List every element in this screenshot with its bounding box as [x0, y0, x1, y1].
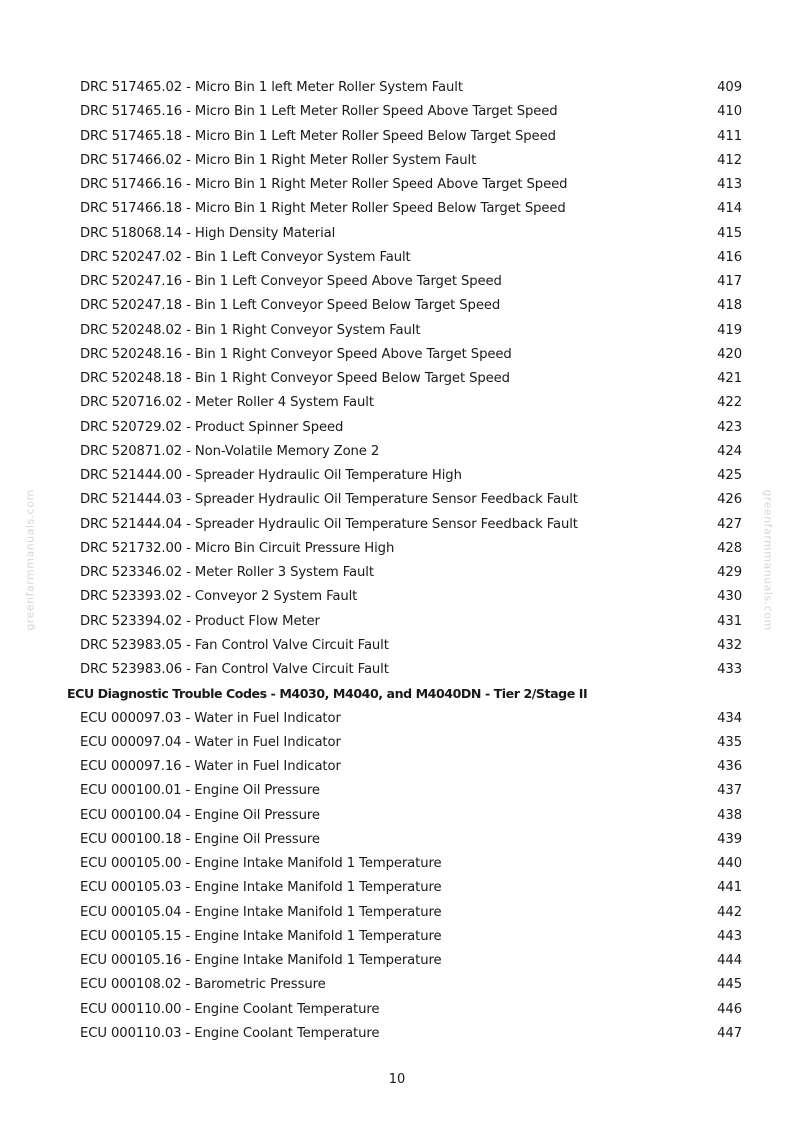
toc-entry[interactable] — [0, 925, 794, 949]
toc-entry[interactable] — [0, 537, 794, 561]
toc-entry[interactable] — [0, 998, 794, 1022]
toc-entry-title: DRC 517465.16 - Micro Bin 1 Left Meter Roller Speed Above Target Speed — [80, 104, 558, 120]
toc-entry-title: DRC 523394.02 - Product Flow Meter — [80, 613, 320, 629]
toc-entry-title: DRC 520729.02 - Product Spinner Speed — [80, 419, 344, 435]
toc-entry-page-number: 422 — [717, 395, 742, 411]
toc-entry-title: DRC 520247.18 - Bin 1 Left Conveyor Speed Below Target Speed — [80, 298, 501, 314]
toc-entry[interactable] — [0, 634, 794, 658]
toc-entry[interactable] — [0, 76, 794, 100]
toc-entry-title: DRC 520716.02 - Meter Roller 4 System Fault — [80, 395, 374, 411]
toc-entry-page-number: 412 — [717, 152, 742, 168]
toc-entry-title: ECU 000105.04 - Engine Intake Manifold 1 Temperature — [80, 904, 442, 920]
toc-entry-title: DRC 523983.05 - Fan Control Valve Circuit Fault — [80, 637, 389, 653]
toc-entry-title: ECU 000105.00 - Engine Intake Manifold 1 Temperature — [80, 856, 442, 871]
toc-entry-title: ECU 000105.16 - Engine Intake Manifold 1 Temperature — [80, 953, 442, 968]
toc-entry-page-number: 428 — [717, 540, 742, 556]
toc-entry-page-number: 421 — [717, 371, 742, 386]
toc-entry-page-number: 409 — [717, 80, 742, 95]
toc-entry-title: DRC 521732.00 - Micro Bin Circuit Pressure High — [80, 540, 395, 556]
watermark-right: greenfarmmanuals.com — [761, 489, 775, 631]
toc-entry-page-number: 446 — [717, 1001, 742, 1017]
toc-entry[interactable] — [0, 901, 794, 925]
toc-entry-title: DRC 523346.02 - Meter Roller 3 System Fault — [80, 565, 374, 580]
toc-entry-title: DRC 517466.02 - Micro Bin 1 Right Meter Roller System Fault — [80, 152, 477, 168]
toc-entry[interactable] — [0, 755, 794, 779]
toc-entry-page-number: 424 — [717, 443, 742, 459]
toc-entry[interactable] — [0, 391, 794, 415]
toc-entry-title: ECU 000100.18 - Engine Oil Pressure — [80, 831, 320, 847]
toc-entry-page-number: 426 — [717, 492, 742, 508]
toc-entry-title: DRC 517465.02 - Micro Bin 1 left Meter Roller System Fault — [80, 80, 463, 95]
toc-entry[interactable] — [0, 294, 794, 318]
toc-entry[interactable] — [0, 804, 794, 828]
toc-entry[interactable] — [0, 149, 794, 173]
toc-entry[interactable] — [0, 222, 794, 246]
toc-entry-page-number: 438 — [717, 807, 742, 823]
toc-entry[interactable] — [0, 464, 794, 488]
toc-entry-page-number: 427 — [717, 516, 742, 532]
toc-entry[interactable] — [0, 416, 794, 440]
toc-entry-title: ECU 000100.01 - Engine Oil Pressure — [80, 783, 320, 799]
toc-entry-title: ECU 000110.03 - Engine Coolant Temperature — [80, 1025, 380, 1041]
toc-entry-title: DRC 517466.18 - Micro Bin 1 Right Meter Roller Speed Below Target Speed — [80, 201, 566, 217]
toc-entry-title: DRC 521444.03 - Spreader Hydraulic Oil Temperature Sensor Feedback Fault — [80, 492, 578, 508]
toc-entry-title: DRC 523393.02 - Conveyor 2 System Fault — [80, 589, 358, 605]
toc-entry[interactable] — [0, 561, 794, 585]
toc-entry[interactable] — [0, 779, 794, 803]
toc-entry[interactable] — [0, 658, 794, 682]
toc-entry[interactable] — [0, 585, 794, 609]
toc-entry[interactable] — [0, 173, 794, 197]
toc-entry-title: ECU 000097.03 - Water in Fuel Indicator — [80, 710, 341, 726]
toc-entry-page-number: 431 — [717, 613, 742, 629]
toc-entry-page-number: 419 — [717, 322, 742, 338]
toc-entry[interactable] — [0, 440, 794, 464]
table-of-contents — [0, 76, 794, 1046]
toc-entry-page-number: 435 — [717, 734, 742, 750]
toc-entry-title: ECU 000108.02 - Barometric Pressure — [80, 977, 326, 993]
toc-entry-title: DRC 517466.16 - Micro Bin 1 Right Meter Roller Speed Above Target Speed — [80, 177, 568, 192]
toc-entry[interactable] — [0, 828, 794, 852]
toc-entry-title: ECU 000097.16 - Water in Fuel Indicator — [80, 759, 341, 774]
toc-entry-page-number: 413 — [717, 177, 742, 192]
toc-entry-page-number: 425 — [717, 468, 742, 483]
toc-entry[interactable] — [0, 513, 794, 537]
toc-entry-page-number: 430 — [717, 589, 742, 605]
toc-entry-page-number: 416 — [717, 249, 742, 265]
toc-entry-title: ECU 000100.04 - Engine Oil Pressure — [80, 807, 320, 823]
toc-entry-title: DRC 521444.00 - Spreader Hydraulic Oil Temperature High — [80, 468, 462, 483]
toc-entry-title: DRC 520248.16 - Bin 1 Right Conveyor Speed Above Target Speed — [80, 346, 512, 362]
toc-entry-title: ECU 000105.15 - Engine Intake Manifold 1 Temperature — [80, 928, 442, 944]
toc-entry-page-number: 423 — [717, 419, 742, 435]
toc-entry-page-number: 432 — [717, 637, 742, 653]
toc-entry-page-number: 440 — [717, 856, 742, 871]
toc-entry-page-number: 441 — [717, 880, 742, 896]
toc-entry[interactable] — [0, 973, 794, 997]
toc-entry-title: ECU 000105.03 - Engine Intake Manifold 1 Temperature — [80, 880, 442, 896]
toc-entry-page-number: 410 — [717, 104, 742, 120]
toc-entry-page-number: 420 — [717, 346, 742, 362]
toc-entry[interactable] — [0, 488, 794, 512]
watermark-left: greenfarmmanuals.com — [23, 489, 37, 631]
toc-entry-title: DRC 520871.02 - Non-Volatile Memory Zone 2 — [80, 443, 380, 459]
toc-entry[interactable] — [0, 949, 794, 973]
toc-entry[interactable] — [0, 707, 794, 731]
toc-entry-page-number: 433 — [717, 662, 742, 677]
toc-entry[interactable] — [0, 1022, 794, 1046]
toc-entry-title: DRC 520247.02 - Bin 1 Left Conveyor System Fault — [80, 249, 411, 265]
toc-entry-page-number: 417 — [717, 274, 742, 289]
toc-entry-page-number: 445 — [717, 977, 742, 993]
page-number: 10 — [388, 1072, 406, 1087]
toc-entry-page-number: 447 — [717, 1025, 742, 1041]
toc-entry[interactable] — [0, 197, 794, 221]
toc-entry-page-number: 436 — [717, 759, 742, 774]
toc-entry[interactable] — [0, 319, 794, 343]
toc-entry[interactable] — [0, 876, 794, 900]
toc-entry-page-number: 418 — [717, 298, 742, 314]
toc-entry-title: DRC 520247.16 - Bin 1 Left Conveyor Speed Above Target Speed — [80, 274, 502, 289]
toc-entry-page-number: 443 — [717, 928, 742, 944]
toc-entry-page-number: 439 — [717, 831, 742, 847]
toc-entry[interactable] — [0, 367, 794, 391]
toc-entry-page-number: 437 — [717, 783, 742, 799]
toc-entry[interactable] — [0, 852, 794, 876]
toc-entry-page-number: 411 — [717, 128, 742, 144]
toc-entry-title: DRC 523983.06 - Fan Control Valve Circuit Fault — [80, 662, 389, 677]
toc-entry-title: DRC 521444.04 - Spreader Hydraulic Oil Temperature Sensor Feedback Fault — [80, 516, 578, 532]
toc-entry[interactable] — [0, 246, 794, 270]
toc-entry-page-number: 442 — [717, 904, 742, 920]
toc-entry-page-number: 414 — [717, 201, 742, 217]
toc-entry[interactable] — [0, 100, 794, 124]
toc-entry[interactable] — [0, 343, 794, 367]
toc-entry-page-number: 415 — [717, 225, 742, 241]
toc-entry[interactable] — [0, 731, 794, 755]
toc-entry-title: DRC 520248.02 - Bin 1 Right Conveyor System Fault — [80, 322, 421, 338]
toc-entry[interactable] — [0, 270, 794, 294]
toc-entry-title: ECU 000110.00 - Engine Coolant Temperature — [80, 1001, 380, 1017]
toc-entry[interactable] — [0, 610, 794, 634]
toc-entry-page-number: 429 — [717, 565, 742, 580]
toc-section-heading[interactable] — [0, 682, 794, 706]
toc-entry-page-number: 434 — [717, 710, 742, 726]
toc-entry-title: ECU Diagnostic Trouble Codes - M4030, M4040, and M4040DN - Tier 2/Stage II — [67, 686, 588, 702]
toc-entry[interactable] — [0, 125, 794, 149]
toc-entry-title: DRC 518068.14 - High Density Material — [80, 225, 336, 241]
toc-entry-title: DRC 520248.18 - Bin 1 Right Conveyor Speed Below Target Speed — [80, 371, 510, 386]
toc-entry-title: DRC 517465.18 - Micro Bin 1 Left Meter Roller Speed Below Target Speed — [80, 128, 556, 144]
toc-entry-title: ECU 000097.04 - Water in Fuel Indicator — [80, 734, 341, 750]
toc-entry-page-number: 444 — [717, 953, 742, 968]
